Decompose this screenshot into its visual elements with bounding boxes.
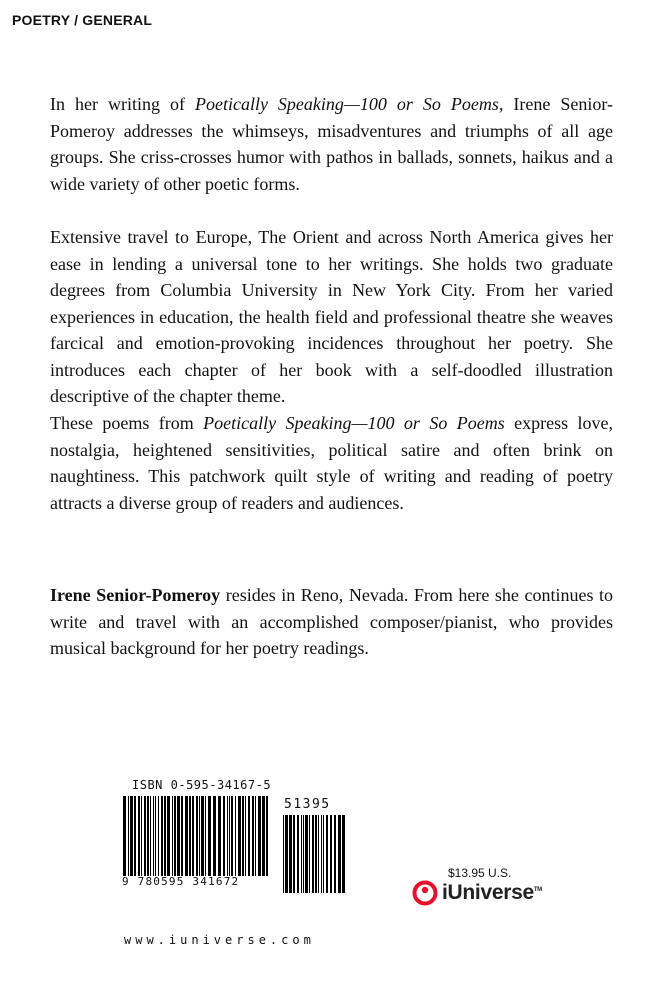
barcode-bar	[141, 796, 142, 876]
barcode-bar	[312, 815, 314, 893]
publisher-logo	[412, 880, 542, 906]
barcode-bar	[128, 796, 129, 876]
text: , Irene Senior-Pomeroy addresses the whimseys, misadventures and triumphs of all age groups. She criss-crosses humor with pathos in ballads, sonnets, haikus and a wide variety of other poetic forms.	[50, 94, 613, 194]
description-paragraph-3	[50, 410, 613, 516]
barcode-bar	[303, 815, 304, 893]
barcode-bar	[326, 815, 328, 893]
barcode-bar	[262, 796, 265, 876]
barcode-bar	[223, 796, 225, 876]
barcode-bar	[177, 796, 180, 876]
barcode-bar	[342, 815, 345, 893]
barcode-bar	[242, 796, 244, 876]
barcode-bar	[293, 815, 295, 893]
text: express love, nostalgia, heightened sensitivities, political satire and often brink on naughtiness. This patchwork quilt style of writing and reading of poetry attracts a diverse group of readers and audiences.	[50, 413, 613, 513]
barcode-bar	[205, 796, 206, 876]
barcode-bar	[164, 796, 166, 876]
barcode-bar	[199, 796, 200, 876]
barcode-bar	[189, 796, 191, 876]
barcode-bar	[227, 796, 228, 876]
barcode-bar	[318, 815, 319, 893]
barcode-bar	[301, 815, 302, 893]
barcode-bar	[134, 796, 136, 876]
barcode-bar	[283, 815, 284, 893]
barcode-bar	[218, 796, 221, 876]
barcode-bar	[138, 796, 140, 876]
barcode-bar	[167, 796, 170, 876]
barcode-bar	[213, 796, 216, 876]
price: $13.95 U.S.	[448, 866, 512, 880]
barcode-bar	[158, 796, 159, 876]
author-bio	[50, 582, 613, 662]
barcode-bar	[161, 796, 163, 876]
barcode-bar	[323, 815, 324, 893]
text: These poems from	[50, 413, 204, 433]
author-bio-text: resides in Reno, Nevada. From here she continues to write and travel with an accomplished composer/pianist, who provides musical background for her poetry readings.	[50, 585, 614, 658]
barcode-bar	[238, 796, 241, 876]
price-addon-barcode	[282, 797, 362, 897]
iuniverse-logo-icon	[412, 880, 438, 906]
barcode-bar	[245, 796, 246, 876]
barcode-digits: 9 780595 341672	[122, 875, 240, 888]
barcode-bar	[208, 796, 211, 876]
barcode-bar	[338, 815, 341, 893]
barcode-bar	[315, 815, 317, 893]
barcode-bar	[147, 796, 149, 876]
website-url: www.iuniverse.com	[124, 933, 315, 947]
barcode-bar	[330, 815, 332, 893]
barcode-bar	[258, 796, 261, 876]
publisher-name	[442, 881, 542, 905]
trademark: TM	[533, 887, 542, 893]
barcode-bar	[196, 796, 198, 876]
barcode-bar	[305, 815, 308, 893]
barcode-bar	[235, 796, 236, 876]
barcode-bar	[255, 796, 256, 876]
barcode-bar	[153, 796, 154, 876]
barcode-bar	[229, 796, 230, 876]
barcode-bar	[334, 815, 336, 893]
barcode-bar	[181, 796, 183, 876]
barcode-bar	[144, 796, 146, 876]
barcode-bars	[122, 796, 272, 878]
book-title: Poetically Speaking—100 or So Poems	[194, 94, 499, 114]
isbn-number: ISBN 0-595-34167-5	[132, 778, 272, 792]
barcode-bar	[297, 815, 299, 893]
barcode-bar	[201, 796, 204, 876]
book-title: Poetically Speaking—100 or So Poems	[203, 413, 505, 433]
barcode-bar	[285, 815, 288, 893]
barcode-bar	[192, 796, 194, 876]
barcode-bar	[174, 796, 176, 876]
barcode-bar	[321, 815, 322, 893]
isbn-barcode	[122, 778, 282, 898]
addon-digits: 51395	[284, 797, 331, 812]
barcode-bar	[123, 796, 126, 876]
barcode-bar	[172, 796, 173, 876]
description-paragraph-2: Extensive travel to Europe, The Orient and across North America gives her ease in lending a universal tone to her writings. She holds two graduate degrees from Columbia University in New York City. From her varied experiences in education, the health field and professional theatre she weaves farcical and emotion-provoking incidences throughout her poetry. She introduces each chapter of her book with a self-doodled illustration descriptive of the chapter theme.	[50, 227, 613, 406]
barcode-bar	[155, 796, 156, 876]
barcode-bar	[248, 796, 250, 876]
barcode-bar	[130, 796, 133, 876]
publisher-name-text: iUniverse	[442, 881, 534, 904]
barcode-bar	[266, 796, 268, 876]
barcode-bar	[289, 815, 292, 893]
barcode-bar	[150, 796, 151, 876]
barcode-bar	[185, 796, 188, 876]
barcode-bar	[231, 796, 233, 876]
barcode-bar	[309, 815, 310, 893]
text: In her writing of	[50, 94, 195, 114]
category-label: POETRY / GENERAL	[12, 12, 153, 28]
author-name: Irene Senior-Pomeroy	[50, 585, 221, 605]
barcode-bar	[252, 796, 254, 876]
description-paragraph-1	[50, 91, 613, 197]
addon-bars	[282, 815, 346, 895]
